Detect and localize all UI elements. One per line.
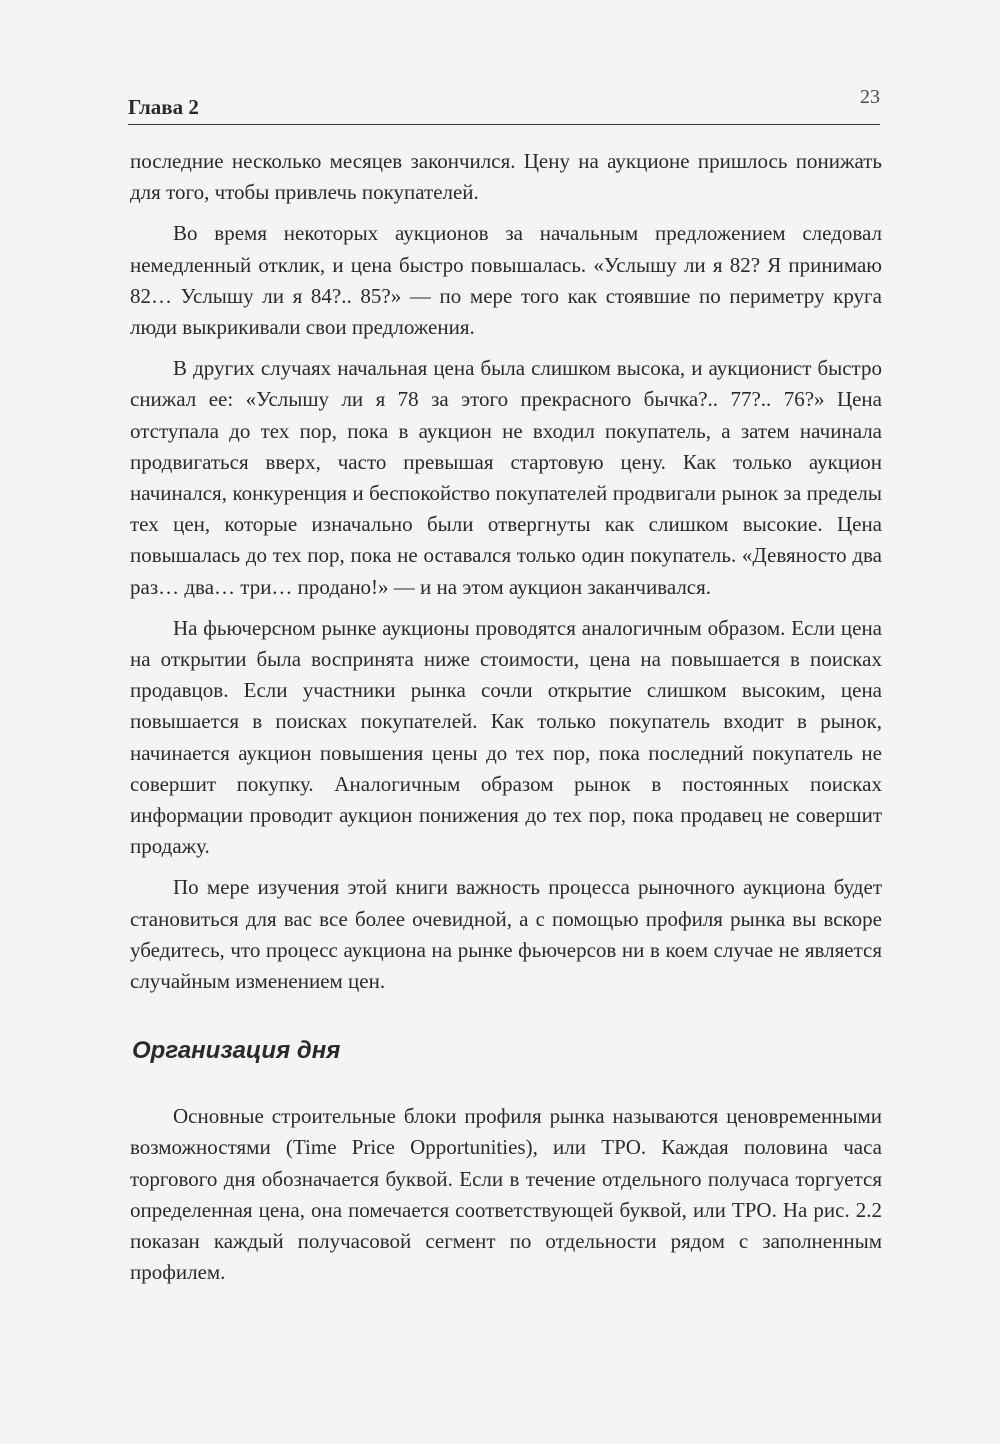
paragraph: последние несколько месяцев закончился. Цену на аукционе пришлось понижать для того, чтобы привлечь покупателей. xyxy=(130,149,882,205)
page-number: 23 xyxy=(860,86,880,108)
paragraph: На фьючерсном рынке аукционы проводятся аналогичным образом. Если цена на открытии была воспринята ниже стоимости, цена на повышается в поисках продавцов. Если участники рынка сочли открытие слишком высоким, цена повышается в поисках покупателей. Как только покупатель входит в рынок, начинается аукцион повышения цены до тех пор, пока последний покупатель не совершит покупку. Аналогичным образом рынок в постоянных поисках информации проводит аукцион понижения до тех пор, пока продавец не совершит продажу. xyxy=(130,615,882,859)
paragraph: Во время некоторых аукционов за начальным предложением следовал немедленный отклик, и цена быстро повышалась. «Услышу ли я 82? Я принимаю 82… Услышу ли я 84?.. 85?» — по мере того как стоявшие по периметру круга люди выкрикивали свои предложения. xyxy=(130,221,882,340)
section-heading: Организация дня xyxy=(132,1037,341,1065)
paragraph: По мере изучения этой книги важность процесса рыночного аукциона будет становиться для вас все более очевидной, а с помощью профиля рынка вы вскоре убедитесь, что процесс аукциона на рынке фьючерсов ни в коем случае не является случайным изменением цен. xyxy=(130,875,882,994)
paragraph: Основные строительные блоки профиля рынка называются ценовременными возможностями (Time Price Opportunities), или TPO. Каждая половина часа торгового дня обозначается буквой. Если в течение отдельного получаса торгуется определенная цена, она помечается соответствующей буквой, или TPO. На рис. 2.2 показан каждый получасовой сегмент по отдельности рядом с заполненным профилем. xyxy=(130,1104,882,1285)
chapter-title: Глава 2 xyxy=(128,95,199,119)
running-header xyxy=(128,88,880,125)
paragraph: В других случаях начальная цена была слишком высока, и аукционист быстро снижал ее: «Услышу ли я 78 за этого прекрасного бычка?.. 77?.. 76?» Цена отступала до тех пор, пока в аукцион не входил покупатель, а затем начинала продвигаться вверх, часто превышая стартовую цену. Как только аукцион начинался, конкуренция и беспокойство покупателей продвигали рынок за пределы тех цен, которые изначально были отвергнуты как слишком высокие. Цена повышалась до тех пор, пока не оставался только один покупатель. «Девяносто два раз… два… три… продано!» — и на этом аукцион заканчивался. xyxy=(130,356,882,599)
page-body xyxy=(130,146,882,1299)
